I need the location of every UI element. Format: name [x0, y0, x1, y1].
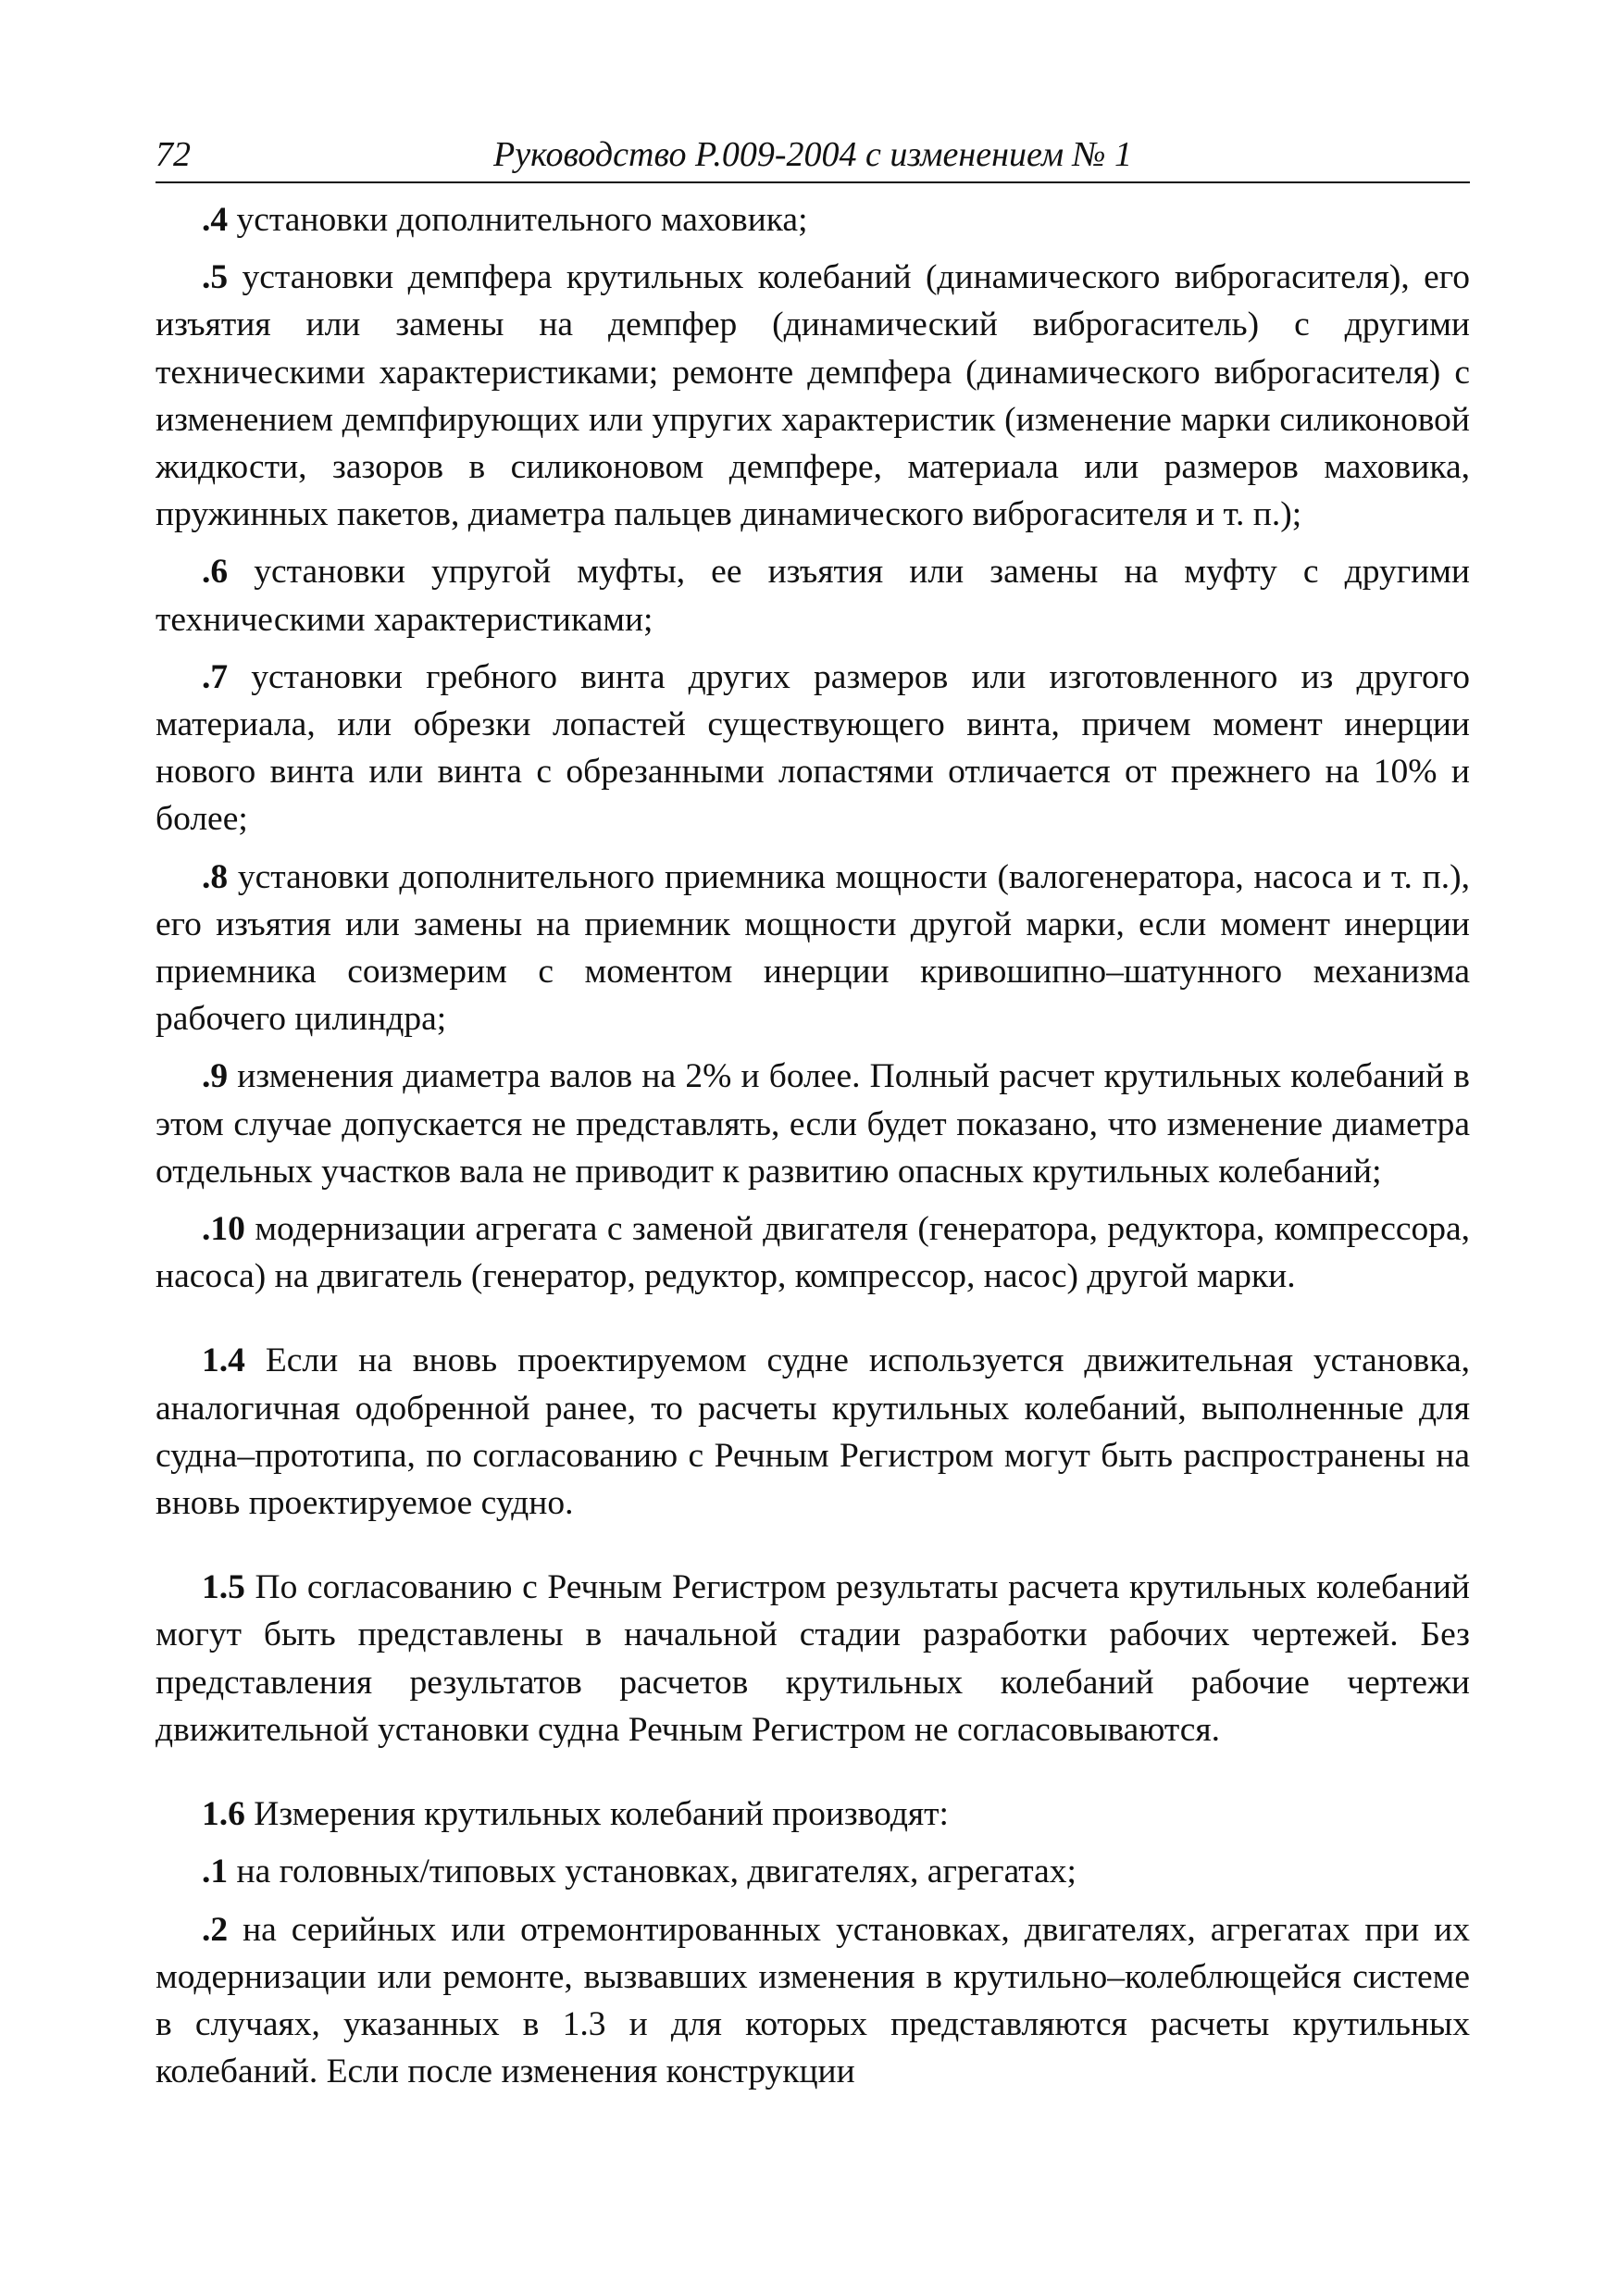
paragraph-text: модернизации агрегата с заменой двигателя (генератора, редуктора, компрессора, насоса) на двигатель (генератор, редуктор, компрессор, насос) другой марки.: [156, 1210, 1470, 1296]
paragraph-number: .4: [202, 201, 229, 239]
paragraph-item-7: [156, 654, 1470, 843]
paragraph-item-8: [156, 854, 1470, 1043]
clause-1-5: [156, 1564, 1470, 1753]
paragraph-item-5: [156, 254, 1470, 538]
paragraph-item-6: [156, 548, 1470, 643]
document-body: [156, 196, 1470, 2095]
paragraph-text: на головных/типовых установках, двигателях, агрегатах;: [228, 1853, 1077, 1891]
paragraph-number: .2: [202, 1910, 229, 1949]
paragraph-text: изменения диаметра валов на 2% и более. Полный расчет крутильных колебаний в этом случае допускается не представлять, если будет показано, что изменение диаметра отдельных участков вала не приводит к развитию опасных крутильных колебаний;: [156, 1057, 1470, 1191]
clause-1-4: [156, 1337, 1470, 1527]
paragraph-item-2: [156, 1906, 1470, 2096]
paragraph-number: 1.4: [202, 1341, 245, 1380]
paragraph-text: установки дополнительного маховика;: [228, 201, 808, 239]
paragraph-number: 1.6: [202, 1795, 245, 1834]
paragraph-item-1: [156, 1848, 1470, 1895]
page-number: 72: [156, 135, 191, 174]
paragraph-number: .9: [202, 1057, 229, 1096]
paragraph-text: установки упругой муфты, ее изъятия или замены на муфту с другими техническими характеристиками;: [156, 553, 1470, 639]
clause-1-6: [156, 1791, 1470, 1838]
paragraph-number: .5: [202, 258, 229, 297]
paragraph-text: Если на вновь проектируемом судне используется движительная установка, аналогичная одобренной ранее, то расчеты крутильных колебаний, выполненные для судна–прототипа, по согласованию с Речным Регистром могут быть распространены на вновь проектируемое судно.: [156, 1341, 1470, 1523]
paragraph-text: установки дополнительного приемника мощности (валогенератора, насоса и т. п.), его изъятия или замены на приемник мощности другой марки, если момент инерции приемника соизмерим с моментом инерции кривошипно–шатунного механизма рабочего цилиндра;: [156, 857, 1470, 1039]
paragraph-number: 1.5: [202, 1568, 245, 1607]
paragraph-text: установки демпфера крутильных колебаний (динамического виброгасителя), его изъятия или замены на демпфер (динамический виброгаситель) с другими техническими характеристиками; ремонте демпфера (динамического виброгасителя) с изменением демпфирующих или упругих характеристик (изменение марки силиконовой жидкости, зазоров в силиконовом демпфере, материала или размеров маховика, пружинных пакетов, диаметра пальцев динамического виброгасителя и т. п.);: [156, 258, 1470, 534]
paragraph-item-4: [156, 196, 1470, 243]
paragraph-text: Измерения крутильных колебаний производят:: [244, 1795, 949, 1834]
paragraph-number: .10: [202, 1210, 245, 1249]
paragraph-text: на серийных или отремонтированных установках, двигателях, агрегатах при их модернизации или ремонте, вызвавших изменения в крутильно–колеблющейся системе в случаях, указанных в 1.3 и для которых представляются расчеты крутильных колебаний. Если после изменения конструкции: [156, 1910, 1470, 2091]
paragraph-text: установки гребного винта других размеров или изготовленного из другого материала, или обрезки лопастей существующего винта, причем момент инерции нового винта или винта с обрезанными лопастями отличается от прежнего на 10% и более;: [156, 657, 1470, 839]
paragraph-item-9: [156, 1053, 1470, 1195]
document-page: [156, 128, 1470, 2095]
paragraph-number: .6: [202, 553, 229, 592]
paragraph-number: .7: [202, 657, 229, 696]
paragraph-number: .8: [202, 857, 229, 896]
running-header: [156, 128, 1470, 183]
paragraph-number: .1: [202, 1853, 229, 1891]
header-title: Руководство Р.009-2004 с изменением № 1: [493, 135, 1132, 174]
paragraph-item-10: [156, 1205, 1470, 1300]
paragraph-text: По согласованию с Речным Регистром результаты расчета крутильных колебаний могут быть представлены в начальной стадии разработки рабочих чертежей. Без представления результатов расчетов крутильных колебаний рабочие чертежи движительной установки судна Речным Регистром не согласовываются.: [156, 1568, 1470, 1749]
